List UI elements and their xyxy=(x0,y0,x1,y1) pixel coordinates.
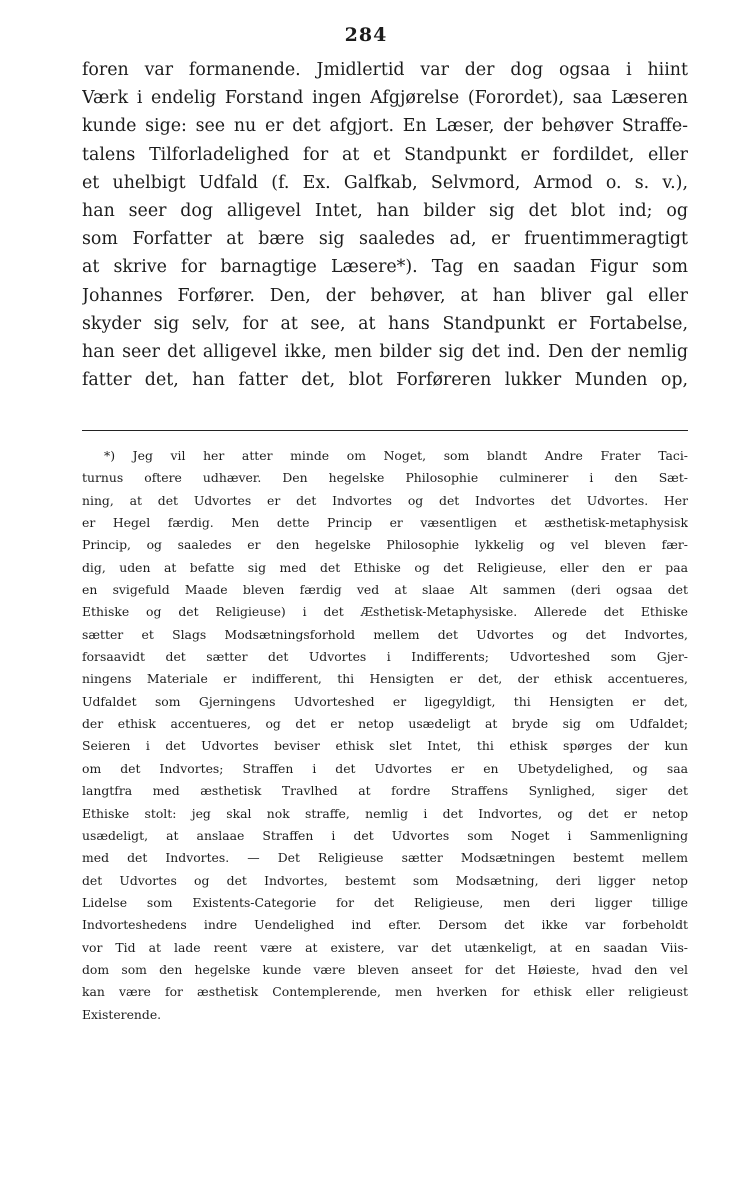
text-line: et uhelbigt Udfald (f. Ex. Galfkab, Selvmord, Armod o. s. v.), xyxy=(82,172,688,193)
text-line: kunde sige: see nu er det afgjort. En Læser, der behøver Straffe- xyxy=(82,116,688,137)
footnote-line: Princip, og saaledes er den hegelske Philosophie lykkelig og vel bleven fær- xyxy=(82,537,688,553)
footnote-line: en svigefuld Maade bleven færdig ved at slaae Alt sammen (deri ogsaa det xyxy=(82,582,688,598)
footnote-line: Ethiske stolt: jeg skal nok straffe, nemlig i det Indvortes, og det er netop xyxy=(82,805,688,821)
text-line: fatter det, han fatter det, blot Forføreren lukker Munden op, xyxy=(82,370,688,391)
footnote-line: med det Indvortes. — Det Religieuse sætter Modsætningen bestemt mellem xyxy=(82,850,688,866)
footnote-line: turnus oftere udhæver. Den hegelske Philosophie culminerer i den Sæt- xyxy=(82,470,688,486)
footnote-line: ning, at det Udvortes er det Indvortes og det Indvortes det Udvortes. Her xyxy=(82,492,688,508)
text-line: at skrive for barnagtige Læsere*). Tag en saadan Figur som xyxy=(82,257,688,278)
footnote-line: Ethiske og det Religieuse) i det Æsthetisk-Metaphysiske. Allerede det Ethiske xyxy=(82,604,688,620)
footnote-line: kan være for æsthetisk Contemplerende, men hverken for ethisk eller religieust xyxy=(82,984,688,1000)
text-line: han seer dog alligevel Intet, han bilder sig det blot ind; og xyxy=(82,200,688,221)
footnote-line: langtfra med æsthetisk Travlhed at fordre Straffens Synlighed, siger det xyxy=(82,783,688,799)
text-line: skyder sig selv, for at see, at hans Standpunkt er Fortabelse, xyxy=(82,313,688,334)
footnote-divider xyxy=(82,430,688,431)
footnote-line: Udfaldet som Gjerningens Udvorteshed er ligegyldigt, thi Hensigten er det, xyxy=(82,693,688,709)
footnote-line: ningens Materiale er indifferent, thi Hensigten er det, der ethisk accentueres, xyxy=(82,671,688,687)
footnote-line: Indvorteshedens indre Uendelighed ind efter. Dersom det ikke var forbeholdt xyxy=(82,917,688,933)
footnote-line: om det Indvortes; Straffen i det Udvortes er en Ubetydelighed, og saa xyxy=(82,760,688,776)
footnote-line: Existerende. xyxy=(82,1006,162,1022)
footnote-line: *) Jeg vil her atter minde om Noget, som blandt Andre Frater Taci- xyxy=(104,448,688,463)
footnote-line: det Udvortes og det Indvortes, bestemt som Modsætning, deri ligger netop xyxy=(82,872,688,888)
footnote-line: usædeligt, at anslaae Straffen i det Udvortes som Noget i Sammenligning xyxy=(82,827,688,843)
text-line: foren var formanende. Jmidlertid var der dog ogsaa i hiint xyxy=(82,60,688,80)
text-line: talens Tilforladelighed for at et Standpunkt er fordildet, eller xyxy=(82,144,688,165)
footnote-line: forsaavidt det sætter det Udvortes i Indifferents; Udvorteshed som Gjer- xyxy=(82,649,688,665)
text-line: han seer det alligevel ikke, men bilder sig det ind. Den der nemlig xyxy=(82,341,688,362)
footnote-line: vor Tid at lade reent være at existere, var det utænkeligt, at en saadan Viis- xyxy=(82,939,688,955)
main-text xyxy=(82,56,688,394)
text-line: Værk i endelig Forstand ingen Afgjørelse (Forordet), saa Læseren xyxy=(82,88,688,109)
footnote-line: sætter et Slags Modsætningsforhold mellem det Udvortes og det Indvortes, xyxy=(82,626,688,642)
text-line: som Forfatter at bære sig saaledes ad, er fruentimmeragtigt xyxy=(82,229,688,250)
footnote-line: dom som den hegelske kunde være bleven anseet for det Høieste, hvad den vel xyxy=(82,961,688,977)
footnote-line: Lidelse som Existents-Categorie for det Religieuse, men deri ligger tillige xyxy=(82,894,688,910)
footnote xyxy=(82,445,688,1026)
footnote-line: der ethisk accentueres, og det er netop usædeligt at bryde sig om Udfaldet; xyxy=(82,716,688,732)
footnote-line: er Hegel færdig. Men dette Princip er væsentligen et æsthetisk-metaphysisk xyxy=(82,515,688,531)
text-line: Johannes Forfører. Den, der behøver, at han bliver gal eller xyxy=(82,285,688,306)
footnote-line: dig, uden at befatte sig med det Ethiske og det Religieuse, eller den er paa xyxy=(82,559,688,575)
footnote-line: Seieren i det Udvortes beviser ethisk slet Intet, thi ethisk spørges der kun xyxy=(82,738,688,754)
page-number: 284 xyxy=(344,24,388,46)
